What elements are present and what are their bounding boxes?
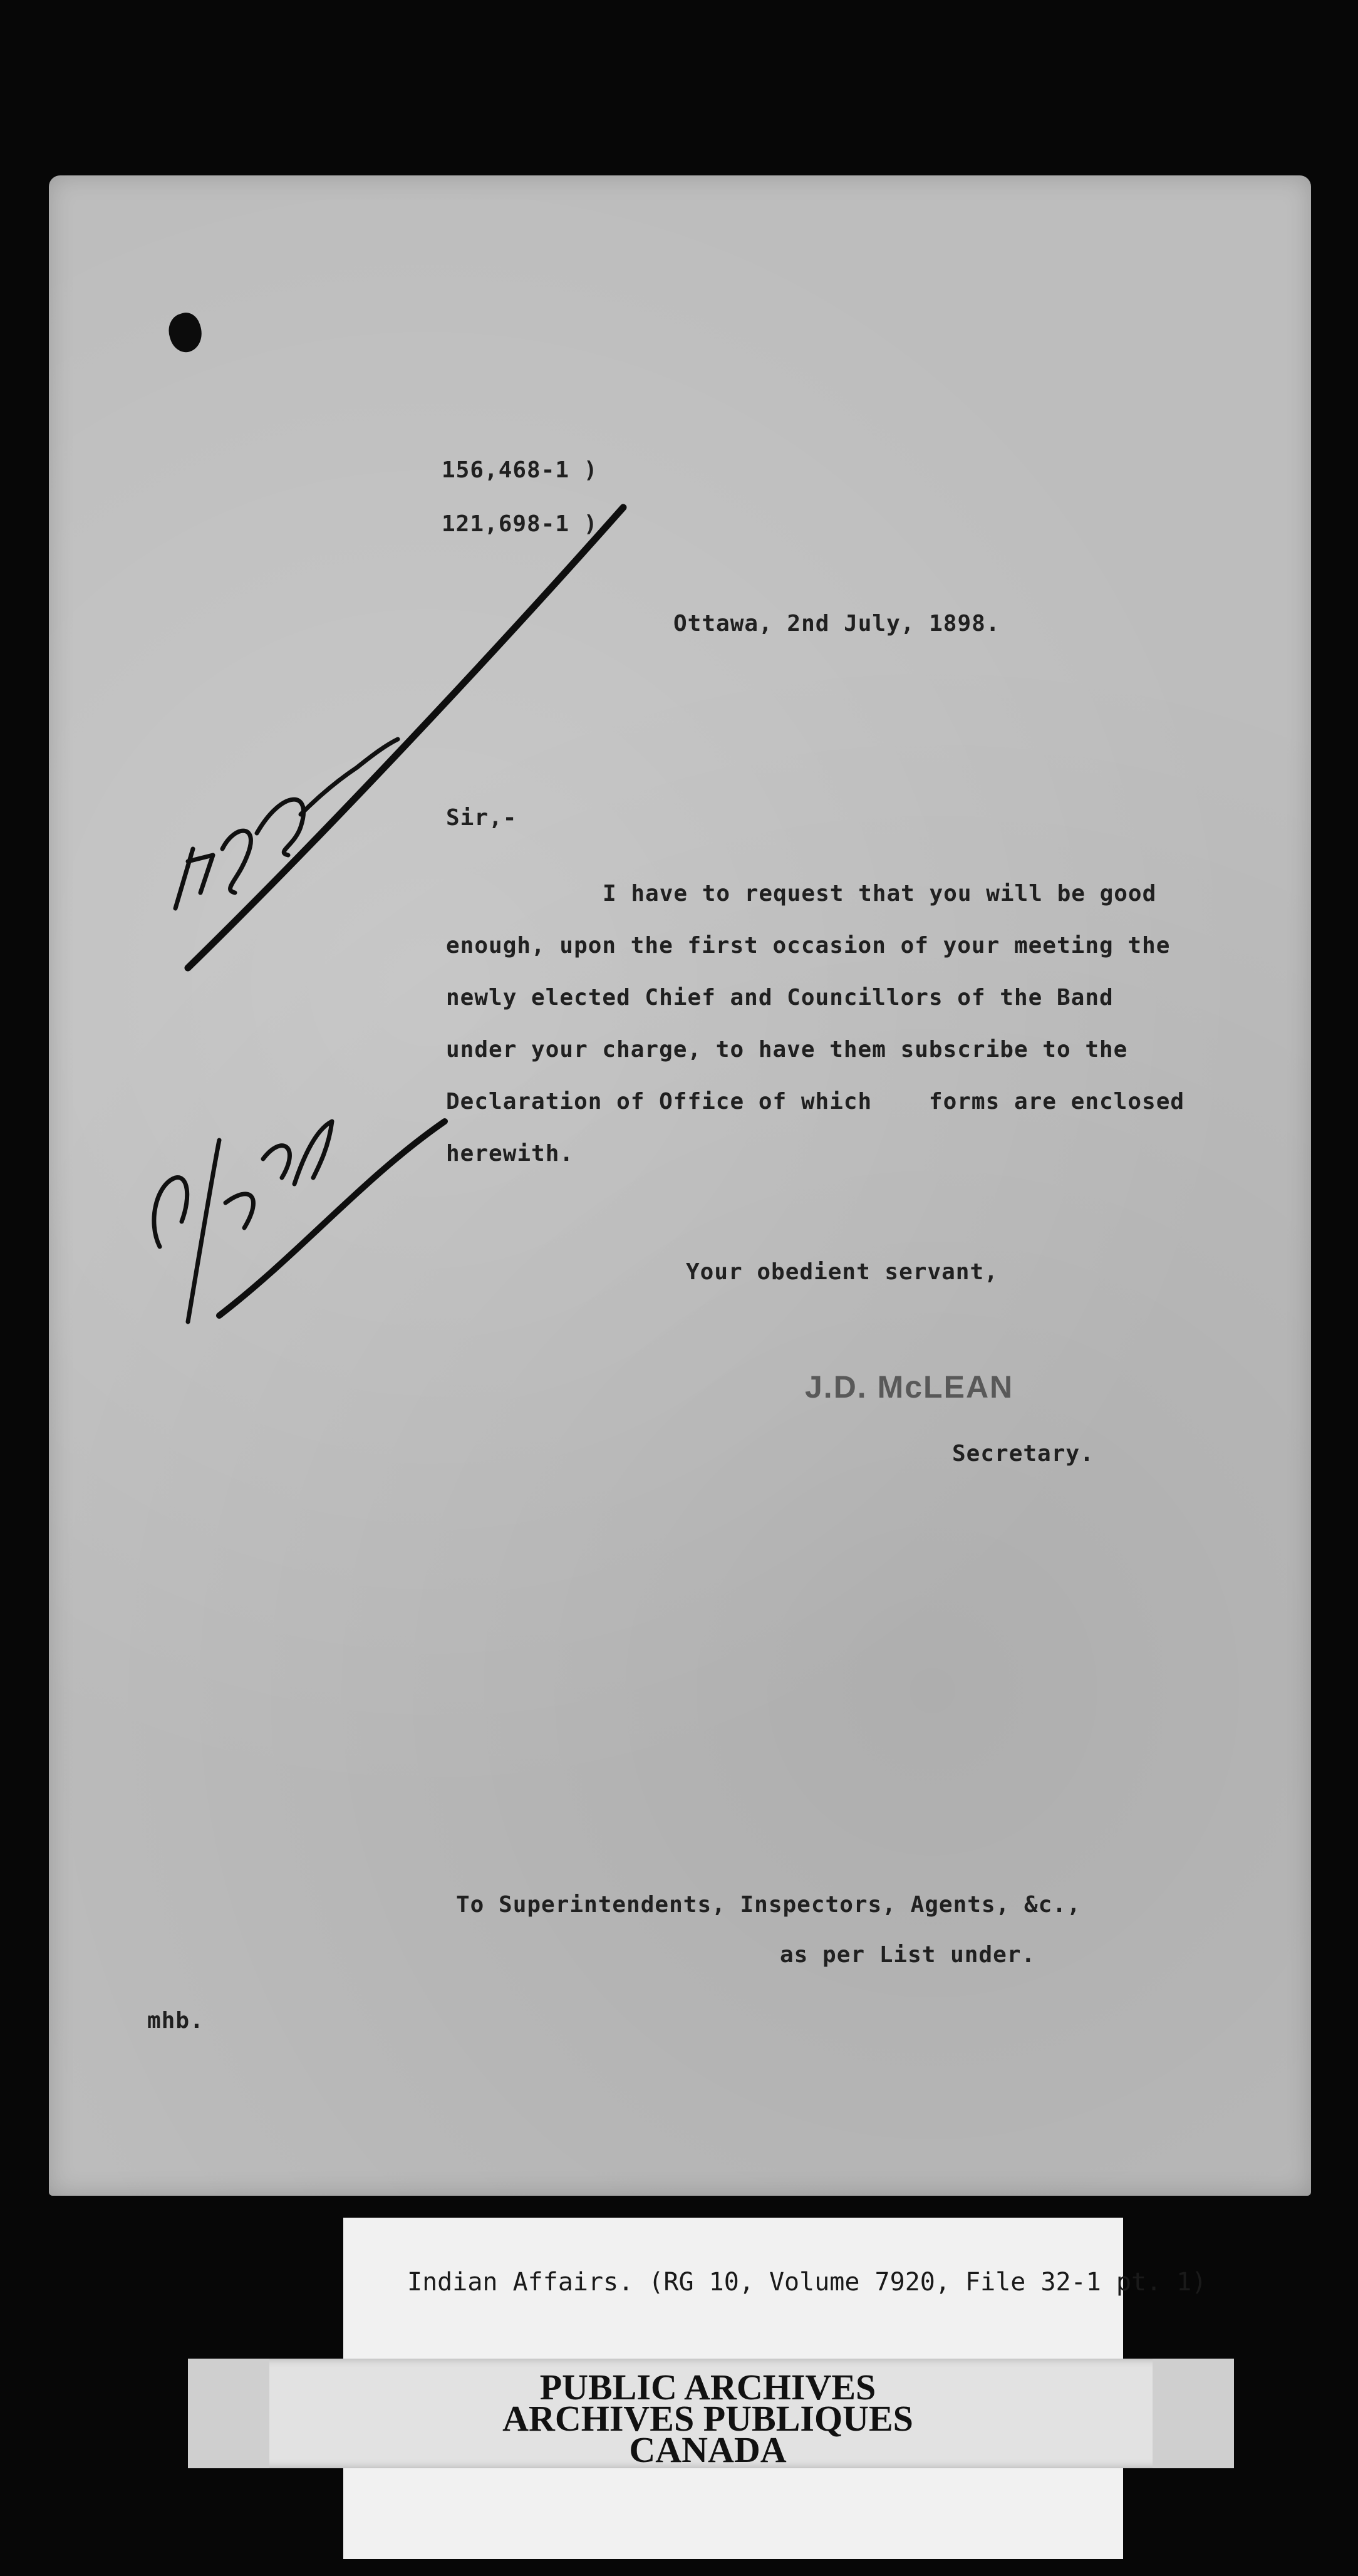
signatory-title: Secretary. (952, 1441, 1094, 1467)
body-line: under your charge, to have them subscribe to the (446, 1037, 1128, 1062)
file-number-2: 121,698-1 ) (442, 511, 598, 537)
archive-reference: Indian Affairs. (RG 10, Volume 7920, File 32-1 pt. 1) (407, 2268, 1207, 2297)
strip-end-right (1153, 2359, 1234, 2468)
body-line: I have to request that you will be good (603, 881, 1157, 906)
signature-stamp: J.D. McLEAN (805, 1369, 1014, 1405)
addressee-line-2: as per List under. (780, 1942, 1036, 1968)
salutation: Sir,- (446, 805, 517, 831)
body-line: enough, upon the first occasion of your meeting the (446, 933, 1171, 958)
addressee-line-1: To Superintendents, Inspectors, Agents, &c., (456, 1892, 1081, 1918)
body-line: herewith. (446, 1141, 574, 1166)
file-number-1: 156,468-1 ) (442, 457, 598, 483)
letter-body (446, 868, 1184, 1180)
archive-stamp-line-3: CANADA (629, 2429, 787, 2470)
body-line: Declaration of Office of which forms are enclosed (446, 1089, 1185, 1114)
closing: Your obedient servant, (686, 1259, 998, 1285)
archive-stamp-line-1: PUBLIC ARCHIVES (539, 2367, 876, 2407)
dateline: Ottawa, 2nd July, 1898. (673, 611, 1000, 636)
archive-stamp-line-2: ARCHIVES PUBLIQUES (502, 2398, 913, 2439)
body-line: newly elected Chief and Councillors of the Band (446, 985, 1114, 1010)
typist-initials: mhb. (147, 2008, 204, 2033)
strip-end-left (188, 2359, 269, 2468)
